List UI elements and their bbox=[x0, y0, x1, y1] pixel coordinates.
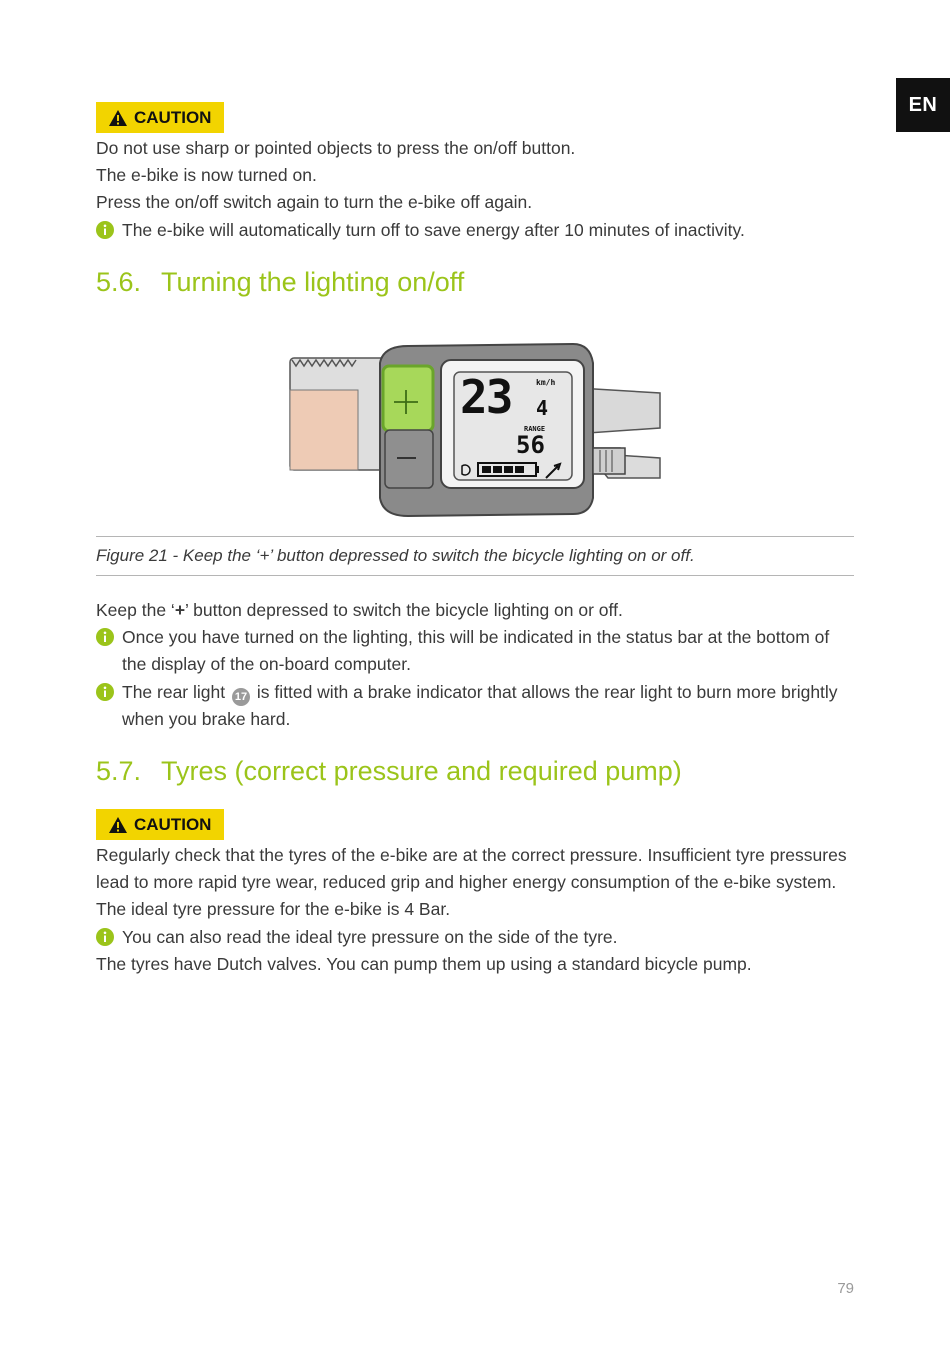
info-text-after: is fitted with a brake indicator that allows the rear light to burn more brightly when you brake hard. bbox=[122, 681, 838, 730]
speed-decimal-readout: 4 bbox=[536, 396, 549, 420]
info-icon bbox=[96, 683, 114, 701]
page-number: 79 bbox=[837, 1280, 854, 1297]
range-label: RANGE bbox=[524, 425, 546, 433]
section-3-text bbox=[96, 842, 854, 978]
info-note bbox=[96, 924, 854, 951]
warning-icon bbox=[108, 816, 128, 834]
paragraph-line: Press the on/off switch again to turn the e-bike off again. bbox=[96, 192, 533, 213]
info-text-before: The rear light bbox=[122, 681, 226, 702]
figure-caption: Figure 21 - Keep the ‘+’ button depressed to switch the bicycle lighting on or off. bbox=[96, 536, 854, 576]
intro-before: Keep the ‘ bbox=[96, 600, 175, 620]
info-icon bbox=[96, 928, 114, 946]
paragraph-line: Do not use sharp or pointed objects to press the on/off button. bbox=[96, 138, 576, 158]
info-text: The e-bike will automatically turn off to save energy after 10 minutes of inactivity. bbox=[122, 219, 745, 240]
paragraph-line bbox=[96, 597, 854, 624]
info-icon bbox=[96, 628, 114, 646]
info-note bbox=[96, 624, 854, 678]
caution-badge bbox=[96, 809, 224, 840]
plus-symbol: + bbox=[174, 600, 186, 620]
caution-block-2 bbox=[96, 809, 854, 840]
info-text bbox=[122, 679, 854, 734]
section-heading-5-7 bbox=[96, 754, 854, 788]
speed-unit: km/h bbox=[536, 378, 556, 387]
language-tab: EN bbox=[896, 78, 950, 132]
caution-block-1 bbox=[96, 102, 854, 133]
section-1-text bbox=[96, 135, 854, 244]
heading-number: 5.6. bbox=[96, 267, 142, 297]
info-icon bbox=[96, 221, 114, 239]
info-note bbox=[96, 217, 854, 244]
speed-main-readout: 23 bbox=[460, 370, 512, 424]
heading-title: Turning the lighting on/off bbox=[161, 267, 465, 297]
section-2-text bbox=[96, 597, 854, 733]
paragraph-line: The e-bike is now turned on. bbox=[96, 165, 317, 186]
paragraph-line: The tyres have Dutch valves. You can pump them up using a standard bicycle pump. bbox=[96, 953, 752, 974]
warning-icon bbox=[108, 109, 128, 127]
caution-badge bbox=[96, 102, 224, 133]
reference-number-badge: 17 bbox=[232, 688, 250, 706]
caution-label: CAUTION bbox=[134, 107, 212, 127]
info-text: You can also read the ideal tyre pressure on the side of the tyre. bbox=[122, 926, 618, 947]
onboard-computer-figure bbox=[288, 338, 663, 523]
paragraph-line: The ideal tyre pressure for the e-bike is 4 Bar. bbox=[96, 899, 451, 920]
intro-after: ’ button depressed to switch the bicycle lighting on or off. bbox=[185, 600, 623, 620]
range-value-readout: 56 bbox=[516, 431, 545, 459]
info-text: Once you have turned on the lighting, this will be indicated in the status bar at the bottom of the display of the on-board computer. bbox=[122, 627, 830, 675]
heading-number: 5.7. bbox=[96, 756, 142, 786]
heading-title: Tyres (correct pressure and required pump) bbox=[161, 756, 682, 786]
section-heading-5-6 bbox=[96, 265, 854, 299]
info-note bbox=[96, 679, 854, 734]
caution-label: CAUTION bbox=[134, 814, 212, 834]
paragraph-line: Regularly check that the tyres of the e-bike are at the correct pressure. Insufficient tyre pressures lead to more rapid tyre wear, reduced grip and higher energy consumption of the e-bike system. bbox=[96, 845, 847, 893]
